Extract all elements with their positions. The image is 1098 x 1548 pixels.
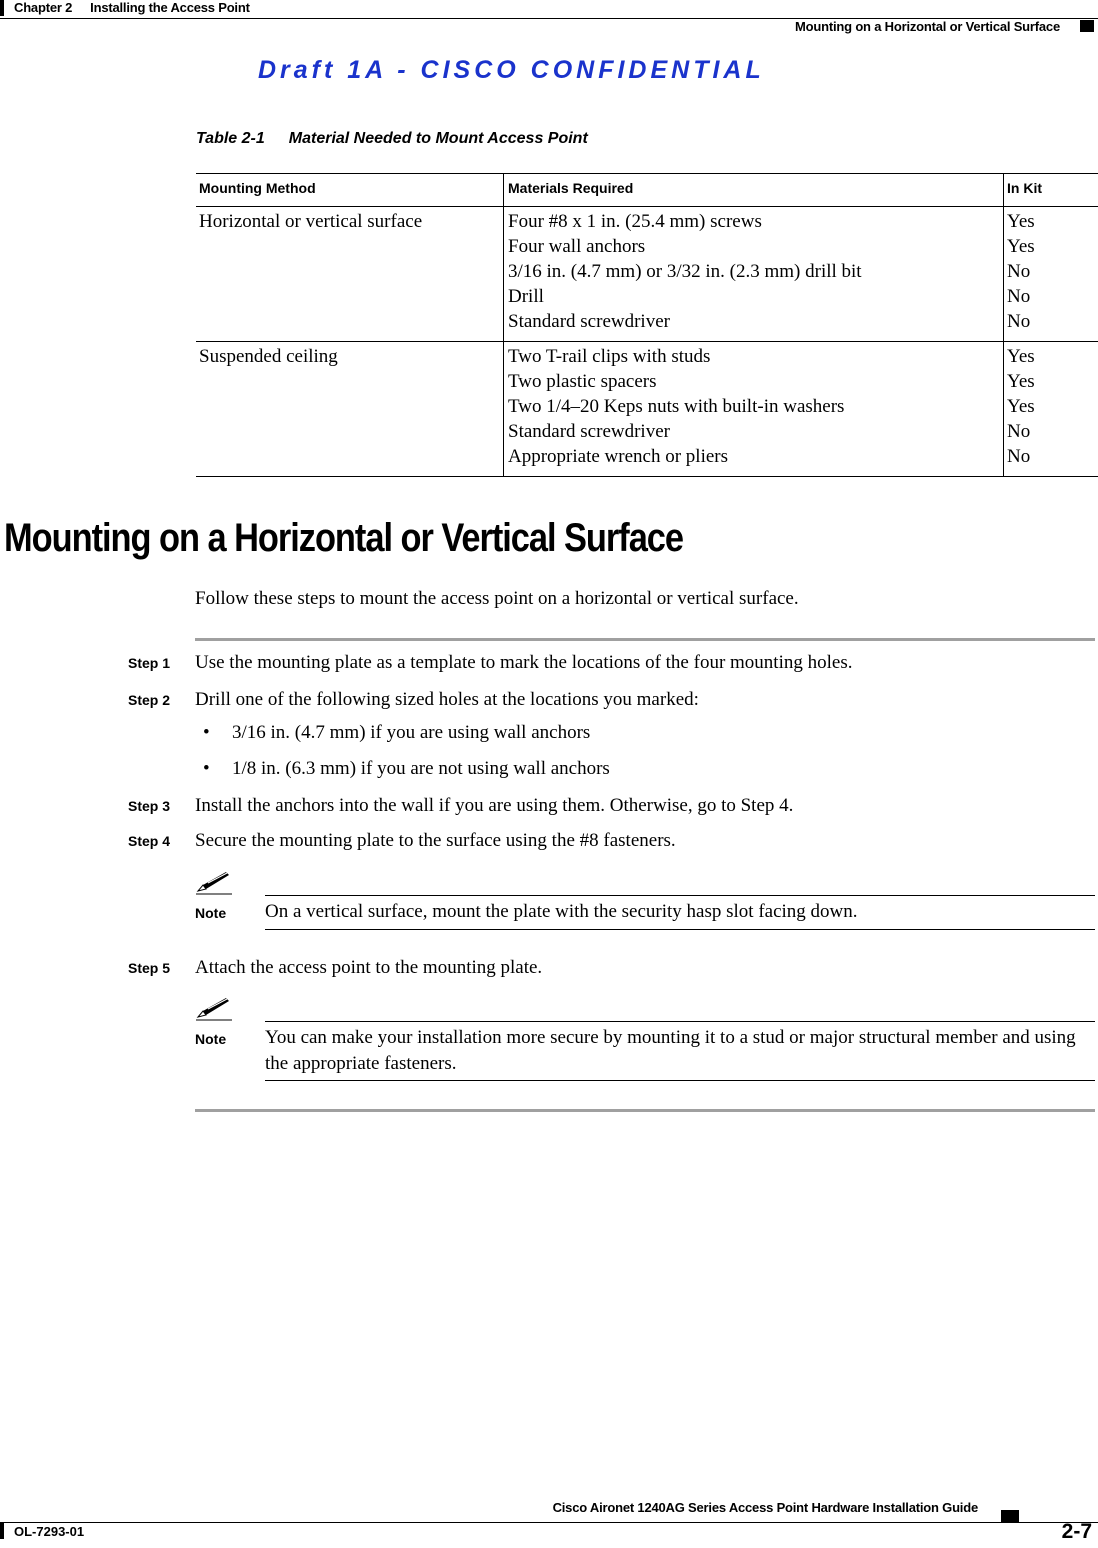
in-kit-value: No: [1007, 286, 1031, 307]
in-kit-value: No: [1007, 311, 1031, 332]
material-item: Appropriate wrench or pliers: [508, 446, 729, 467]
draft-banner: Draft 1A - CISCO CONFIDENTIAL: [258, 56, 765, 84]
footer-left-bar: [0, 1523, 4, 1539]
note-pencil-icon: [196, 997, 232, 1021]
note-pencil-icon: [196, 871, 232, 895]
table-top-rule: [196, 173, 1098, 174]
section-heading: Mounting on a Horizontal or Vertical Surface: [4, 516, 683, 560]
step-text: Install the anchors into the wall if you are using them. Otherwise, go to Step 4.: [195, 795, 794, 816]
header-chapter: [14, 0, 250, 15]
footer-rule: [0, 1522, 1098, 1523]
material-item: Standard screwdriver: [508, 421, 670, 442]
bullet-dot: •: [203, 722, 210, 743]
table-cell-materials: [508, 209, 862, 334]
material-item: Four wall anchors: [508, 236, 646, 257]
in-kit-value: No: [1007, 421, 1031, 442]
note-text: On a vertical surface, mount the plate with the security hasp slot facing down.: [265, 901, 858, 922]
in-kit-value: Yes: [1007, 236, 1035, 257]
note-bottom-rule: [265, 1080, 1095, 1081]
bullet-text: 3/16 in. (4.7 mm) if you are using wall anchors: [232, 722, 591, 743]
note-label: Note: [195, 905, 227, 921]
table-cell-method: Suspended ceiling: [199, 346, 338, 367]
in-kit-value: Yes: [1007, 346, 1035, 367]
table-label: Table 2-1: [196, 130, 265, 147]
note-bottom-rule: [265, 929, 1095, 930]
in-kit-value: No: [1007, 261, 1031, 282]
section-intro: Follow these steps to mount the access point on a horizontal or vertical surface.: [195, 588, 799, 609]
header-right-marker: [1080, 20, 1094, 32]
procedure-bottom-separator: [195, 1109, 1095, 1112]
step-label: Step 1: [128, 655, 171, 671]
header-left-bar: [0, 0, 4, 16]
step-label: Step 2: [128, 692, 171, 708]
footer-doc-number: OL-7293-01: [14, 1524, 85, 1539]
step-label: Step 5: [128, 960, 171, 976]
step-text: Attach the access point to the mounting plate.: [195, 957, 543, 978]
in-kit-value: No: [1007, 446, 1031, 467]
header-chapter-number: Chapter 2: [14, 0, 73, 15]
material-item: Two 1/4–20 Keps nuts with built-in washers: [508, 396, 845, 417]
footer-page-number: 2-7: [1061, 1520, 1092, 1543]
note-text: You can make your installation more secure by mounting it to a stud or major structural member and using the appropriate fasteners.: [265, 1027, 1076, 1074]
table-cell-in-kit: [1007, 209, 1035, 334]
note-top-rule: [265, 1021, 1095, 1022]
step-label: Step 3: [128, 798, 171, 814]
note-label: Note: [195, 1031, 227, 1047]
bullet-text: 1/8 in. (6.3 mm) if you are not using wall anchors: [232, 758, 610, 779]
table-caption: [196, 130, 588, 148]
material-item: Standard screwdriver: [508, 311, 670, 332]
material-item: Four #8 x 1 in. (25.4 mm) screws: [508, 211, 762, 232]
material-item: Two T-rail clips with studs: [508, 346, 711, 367]
table-header-rule: [196, 206, 1098, 207]
footer-guide-title: Cisco Aironet 1240AG Series Access Point Hardware Installation Guide: [552, 1500, 978, 1515]
note-top-rule: [265, 895, 1095, 896]
table-col-divider: [503, 174, 504, 477]
table-bottom-rule: [196, 476, 1098, 477]
step-text: Drill one of the following sized holes at the locations you marked:: [195, 689, 699, 710]
material-item: 3/16 in. (4.7 mm) or 3/32 in. (2.3 mm) drill bit: [508, 261, 862, 282]
table-cell-in-kit: [1007, 344, 1035, 469]
material-item: Drill: [508, 286, 544, 307]
header-chapter-title: Installing the Access Point: [90, 0, 250, 15]
in-kit-value: Yes: [1007, 396, 1035, 417]
table-cell-method: Horizontal or vertical surface: [199, 211, 423, 232]
table-cell-materials: [508, 344, 844, 469]
table-header-in-kit: In Kit: [1007, 180, 1042, 196]
table-header-materials: Materials Required: [508, 180, 634, 196]
step-text: Secure the mounting plate to the surface using the #8 fasteners.: [195, 830, 676, 851]
in-kit-value: Yes: [1007, 211, 1035, 232]
table-row-rule: [196, 341, 1098, 342]
in-kit-value: Yes: [1007, 371, 1035, 392]
bullet-dot: •: [203, 758, 210, 779]
step-bullet: [203, 722, 590, 744]
step-text: Use the mounting plate as a template to mark the locations of the four mounting holes.: [195, 652, 853, 673]
step-label: Step 4: [128, 833, 171, 849]
procedure-top-separator: [195, 638, 1095, 641]
table-col-divider: [1003, 174, 1004, 477]
footer-marker: [1001, 1510, 1019, 1522]
material-item: Two plastic spacers: [508, 371, 657, 392]
step-bullet: [203, 758, 610, 780]
table-title: Material Needed to Mount Access Point: [288, 130, 588, 147]
table-header-method: Mounting Method: [199, 180, 316, 196]
header-section-title: Mounting on a Horizontal or Vertical Surface: [795, 19, 1060, 34]
